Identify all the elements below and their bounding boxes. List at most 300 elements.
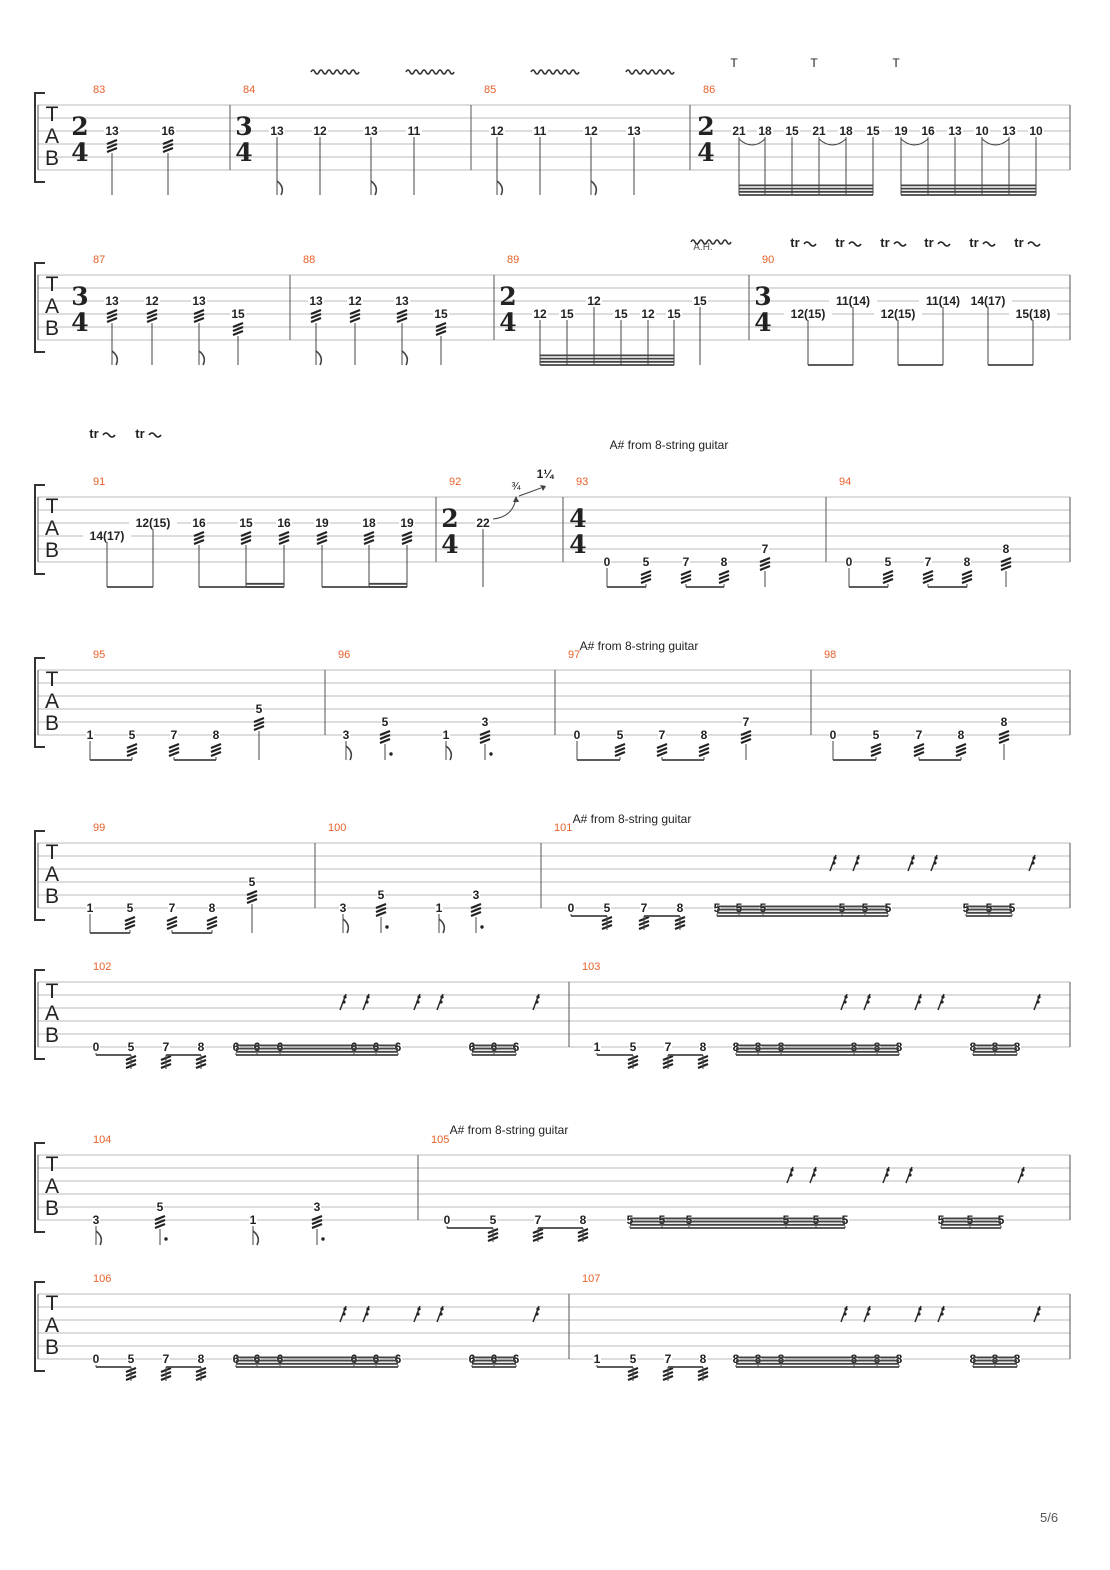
tremolo-slash xyxy=(1001,562,1011,566)
tremolo-slash xyxy=(741,739,751,743)
note-flag xyxy=(591,181,596,195)
tremolo-slash xyxy=(167,925,177,929)
tremolo-slash xyxy=(125,925,135,929)
slash-rest-dot xyxy=(866,1000,869,1003)
slash-rest-dot xyxy=(366,995,369,998)
fret-number: 8 xyxy=(777,1352,785,1366)
tremolo-slash xyxy=(719,579,729,583)
fret-number: 12 xyxy=(587,294,601,308)
fret-number: 5 xyxy=(997,1213,1005,1227)
fret-number: 5 xyxy=(985,901,993,915)
slash-rest-dot xyxy=(856,856,859,859)
tremolo-slash xyxy=(155,1216,165,1220)
fret-number: 6 xyxy=(232,1040,240,1054)
octave-annotation: A# from 8-string guitar xyxy=(572,812,692,826)
fret-number: 5 xyxy=(812,1213,820,1227)
tremolo-slash xyxy=(169,748,179,752)
slash-rest-dot xyxy=(440,995,443,998)
tremolo-slash xyxy=(883,571,893,575)
slash-rest-dot xyxy=(1036,1000,1039,1003)
slash-rest-dot xyxy=(416,1312,419,1315)
tremolo-slash xyxy=(233,327,243,331)
fret-number: 15 xyxy=(434,307,448,321)
tremolo-slash xyxy=(194,536,204,540)
tremolo-slash xyxy=(211,752,221,756)
fret-number: 18 xyxy=(839,124,853,138)
slash-rest-dot xyxy=(813,1168,816,1171)
page-number: 5/6 xyxy=(1040,1510,1059,1525)
tremolo-slash xyxy=(155,1220,165,1224)
tab-clef-letter: A xyxy=(44,125,60,148)
tremolo-slash xyxy=(402,532,412,536)
system-brace xyxy=(35,93,45,182)
measure-number: 87 xyxy=(93,254,106,266)
fret-number: 5 xyxy=(603,901,611,915)
time-signature-bottom: 4 xyxy=(754,308,772,337)
trill-wave-icon xyxy=(849,242,861,246)
fret-number: 8 xyxy=(699,1352,707,1366)
fret-number: 7 xyxy=(761,542,769,556)
time-signature-bottom: 4 xyxy=(441,530,459,559)
fret-number: 8 xyxy=(873,1352,881,1366)
trill-label: tr xyxy=(1014,235,1024,250)
fret-number: 1 xyxy=(593,1352,601,1366)
tremolo-slash xyxy=(147,314,157,318)
fret-number: 6 xyxy=(276,1040,284,1054)
note-flag xyxy=(402,351,407,365)
time-signature-top: 3 xyxy=(754,282,772,311)
fret-number: 0 xyxy=(603,555,611,569)
fret-number: 13 xyxy=(270,124,284,138)
fret-number: 15 xyxy=(667,307,681,321)
fret-number: 5 xyxy=(937,1213,945,1227)
measure-number: 101 xyxy=(554,822,573,834)
slash-rest-dot xyxy=(855,861,858,864)
measure-number: 96 xyxy=(338,649,351,661)
fret-number: 7 xyxy=(742,715,750,729)
tremolo-slash xyxy=(471,904,481,908)
tremolo-slash xyxy=(207,917,217,921)
tremolo-slash xyxy=(317,536,327,540)
fret-number: 11 xyxy=(533,124,547,138)
tremolo-slash xyxy=(999,735,1009,739)
trill-wave-icon xyxy=(103,433,115,437)
tremolo-slash xyxy=(207,925,217,929)
fret-number: 0 xyxy=(92,1352,100,1366)
tremolo-slash xyxy=(681,571,691,575)
tremolo-slash xyxy=(681,579,691,583)
tremolo-slash xyxy=(956,744,966,748)
note-flag xyxy=(371,181,376,195)
slash-rest-dot xyxy=(934,856,937,859)
tremolo-slash xyxy=(914,752,924,756)
fret-number: 16 xyxy=(921,124,935,138)
fret-number: 15 xyxy=(231,307,245,321)
fret-number: 10 xyxy=(975,124,989,138)
fret-number: 12 xyxy=(145,294,159,308)
tremolo-slash xyxy=(311,318,321,322)
fret-number: 15 xyxy=(693,294,707,308)
fret-number: 13 xyxy=(948,124,962,138)
tremolo-slash xyxy=(883,579,893,583)
fret-number: 16 xyxy=(161,124,175,138)
fret-number: 18 xyxy=(758,124,772,138)
trill-wave-icon xyxy=(894,242,906,246)
fret-number: 6 xyxy=(512,1040,520,1054)
note-flag xyxy=(277,181,282,195)
tab-clef-letter: A xyxy=(44,1002,60,1025)
fret-number: 5 xyxy=(861,901,869,915)
tab-clef-letter: A xyxy=(44,1314,60,1337)
slash-rest-dot xyxy=(1031,861,1034,864)
tab-clef-letter: B xyxy=(44,539,60,562)
fret-number: 6 xyxy=(394,1040,402,1054)
tremolo-slash xyxy=(155,1224,165,1228)
tremolo-slash xyxy=(719,571,729,575)
tremolo-slash xyxy=(699,748,709,752)
tremolo-slash xyxy=(311,310,321,314)
fret-number: 0 xyxy=(92,1040,100,1054)
fret-number: 6 xyxy=(350,1040,358,1054)
fret-number: 6 xyxy=(253,1352,261,1366)
trill-label: tr xyxy=(835,235,845,250)
tremolo-slash xyxy=(233,323,243,327)
slash-rest-dot xyxy=(535,1312,538,1315)
tab-clef-letter: T xyxy=(45,273,59,296)
fret-number: 5 xyxy=(966,1213,974,1227)
fret-number: 12 xyxy=(313,124,327,138)
fret-number: 5 xyxy=(962,901,970,915)
fret-number: 8 xyxy=(754,1040,762,1054)
tremolo-slash xyxy=(247,899,257,903)
slash-rest-dot xyxy=(886,1168,889,1171)
fret-number: 8 xyxy=(1002,542,1010,556)
tremolo-slash xyxy=(211,748,221,752)
slash-rest-dot xyxy=(843,1000,846,1003)
tremolo-slash xyxy=(914,748,924,752)
slash-rest-dot xyxy=(417,1307,420,1310)
tremolo-slash xyxy=(999,731,1009,735)
tremolo-slash xyxy=(247,895,257,899)
fret-number: 7 xyxy=(162,1352,170,1366)
fret-number: 14(17) xyxy=(970,294,1006,308)
fret-number: 5 xyxy=(713,901,721,915)
fret-number: 0 xyxy=(829,728,837,742)
fret-number: 6 xyxy=(490,1352,498,1366)
tab-clef-letter: A xyxy=(44,690,60,713)
tab-clef-letter: T xyxy=(45,1292,59,1315)
tremolo-slash xyxy=(376,904,386,908)
tremolo-slash xyxy=(311,314,321,318)
tremolo-slash xyxy=(681,575,691,579)
tab-clef-letter: A xyxy=(44,1175,60,1198)
tremolo-slash xyxy=(883,575,893,579)
vibrato-icon xyxy=(311,70,359,74)
time-signature-bottom: 4 xyxy=(71,138,89,167)
dot xyxy=(321,1237,324,1240)
fret-number: 7 xyxy=(640,901,648,915)
tremolo-slash xyxy=(956,752,966,756)
tab-clef-letter: A xyxy=(44,863,60,886)
note-flag xyxy=(497,181,502,195)
tremolo-slash xyxy=(871,748,881,752)
measure-number: 95 xyxy=(93,649,106,661)
fret-number: 8 xyxy=(873,1040,881,1054)
measure-number: 104 xyxy=(93,1134,112,1146)
measure-number: 105 xyxy=(431,1134,450,1146)
slash-rest-dot xyxy=(867,995,870,998)
tab-clef-letter: B xyxy=(44,1336,60,1359)
fret-number: 8 xyxy=(197,1352,205,1366)
slash-rest-dot xyxy=(885,1173,888,1176)
fret-number: 6 xyxy=(350,1352,358,1366)
tremolo-slash xyxy=(167,921,177,925)
dot xyxy=(389,752,392,755)
fret-number: 5 xyxy=(658,1213,666,1227)
fret-number: 7 xyxy=(924,555,932,569)
fret-number: 15 xyxy=(560,307,574,321)
fret-number: 1 xyxy=(435,901,443,915)
fret-number: 11(14) xyxy=(835,294,871,308)
system-brace xyxy=(35,263,45,352)
tremolo-slash xyxy=(760,562,770,566)
tab-clef-letter: B xyxy=(44,317,60,340)
tremolo-slash xyxy=(657,752,667,756)
fret-number: 15(18) xyxy=(1015,307,1051,321)
note-flag xyxy=(199,351,204,365)
fret-number: 7 xyxy=(168,901,176,915)
tab-clef-letter: B xyxy=(44,147,60,170)
fret-number: 8 xyxy=(991,1040,999,1054)
slash-rest-dot xyxy=(790,1168,793,1171)
fret-number: 10 xyxy=(1029,124,1043,138)
fret-number: 8 xyxy=(676,901,684,915)
tremolo-slash xyxy=(402,540,412,544)
slash-rest-dot xyxy=(416,1000,419,1003)
tap-marker: T xyxy=(810,56,818,70)
fret-number: 12 xyxy=(641,307,655,321)
tremolo-slash xyxy=(741,731,751,735)
fret-number: 3 xyxy=(342,728,350,742)
tremolo-slash xyxy=(241,532,251,536)
tremolo-slash xyxy=(194,310,204,314)
bend-amount: ¾ xyxy=(511,481,521,493)
slash-rest-dot xyxy=(917,1312,920,1315)
fret-number: 15 xyxy=(239,516,253,530)
tremolo-slash xyxy=(350,310,360,314)
fret-number: 5 xyxy=(377,888,385,902)
tremolo-slash xyxy=(480,739,490,743)
fret-number: 11 xyxy=(407,124,421,138)
fret-number: 5 xyxy=(156,1200,164,1214)
tremolo-slash xyxy=(163,140,173,144)
slash-rest-dot xyxy=(911,856,914,859)
slash-rest-dot xyxy=(940,1000,943,1003)
fret-number: 8 xyxy=(197,1040,205,1054)
slash-rest-dot xyxy=(365,1000,368,1003)
tab-clef-letter: B xyxy=(44,1197,60,1220)
tremolo-slash xyxy=(247,891,257,895)
fret-number: 5 xyxy=(884,555,892,569)
slash-rest-dot xyxy=(342,1000,345,1003)
slash-rest-dot xyxy=(843,1312,846,1315)
trill-wave-icon xyxy=(149,433,161,437)
fret-number: 7 xyxy=(170,728,178,742)
measure-number: 91 xyxy=(93,476,106,488)
fret-number: 8 xyxy=(732,1040,740,1054)
trill-label: tr xyxy=(135,426,145,441)
fret-number: 12(15) xyxy=(880,307,916,321)
slash-rest-dot xyxy=(844,1307,847,1310)
fret-number: 5 xyxy=(248,875,256,889)
fret-number: 15 xyxy=(866,124,880,138)
fret-number: 21 xyxy=(812,124,826,138)
time-signature-bottom: 4 xyxy=(569,530,587,559)
fret-number: 21 xyxy=(732,124,746,138)
fret-number: 7 xyxy=(162,1040,170,1054)
tremolo-slash xyxy=(397,314,407,318)
fret-number: 7 xyxy=(682,555,690,569)
slash-rest-dot xyxy=(1037,1307,1040,1310)
tremolo-slash xyxy=(615,752,625,756)
fret-number: 19 xyxy=(400,516,414,530)
vibrato-icon xyxy=(626,70,674,74)
fret-number: 7 xyxy=(658,728,666,742)
tremolo-slash xyxy=(1001,566,1011,570)
fret-number: 6 xyxy=(372,1040,380,1054)
fret-number: 5 xyxy=(626,1213,634,1227)
fret-number: 8 xyxy=(969,1352,977,1366)
tremolo-slash xyxy=(615,744,625,748)
fret-number: 1 xyxy=(86,728,94,742)
tremolo-slash xyxy=(107,144,117,148)
fret-number: 5 xyxy=(126,901,134,915)
artificial-harmonic-label: A.H. xyxy=(693,242,713,253)
fret-number: 12 xyxy=(348,294,362,308)
measure-number: 83 xyxy=(93,84,106,96)
fret-number: 13 xyxy=(105,124,119,138)
fret-number: 12 xyxy=(584,124,598,138)
measure-number: 90 xyxy=(762,254,775,266)
tremolo-slash xyxy=(914,744,924,748)
slash-rest-dot xyxy=(941,995,944,998)
measure-number: 97 xyxy=(568,649,581,661)
time-signature-top: 2 xyxy=(499,282,517,311)
tremolo-slash xyxy=(312,1224,322,1228)
tremolo-slash xyxy=(125,917,135,921)
octave-annotation: A# from 8-string guitar xyxy=(449,1123,569,1137)
fret-number: 5 xyxy=(759,901,767,915)
system-brace xyxy=(35,1143,45,1232)
fret-number: 8 xyxy=(212,728,220,742)
measure-number: 92 xyxy=(449,476,462,488)
dot xyxy=(480,925,483,928)
measure-number: 98 xyxy=(824,649,837,661)
tab-clef-letter: B xyxy=(44,712,60,735)
tremolo-slash xyxy=(760,566,770,570)
tremolo-slash xyxy=(1001,558,1011,562)
fret-number: 6 xyxy=(232,1352,240,1366)
tremolo-slash xyxy=(241,540,251,544)
fret-number: 8 xyxy=(895,1040,903,1054)
fret-number: 8 xyxy=(700,728,708,742)
tremolo-slash xyxy=(163,144,173,148)
tremolo-slash xyxy=(279,540,289,544)
dot xyxy=(489,752,492,755)
vibrato-icon xyxy=(406,70,454,74)
slash-rest-dot xyxy=(1037,995,1040,998)
measure-number: 102 xyxy=(93,961,112,973)
tremolo-slash xyxy=(962,575,972,579)
tremolo-slash xyxy=(436,327,446,331)
fret-number: 12(15) xyxy=(790,307,826,321)
slash-rest-dot xyxy=(941,1307,944,1310)
trill-wave-icon xyxy=(938,242,950,246)
tap-marker: T xyxy=(892,56,900,70)
tremolo-slash xyxy=(962,579,972,583)
measure-number: 100 xyxy=(328,822,347,834)
slash-rest-dot xyxy=(535,1000,538,1003)
fret-number: 15 xyxy=(614,307,628,321)
trill-wave-icon xyxy=(983,242,995,246)
tremolo-slash xyxy=(380,739,390,743)
fret-number: 8 xyxy=(579,1213,587,1227)
tremolo-slash xyxy=(657,744,667,748)
slash-rest-dot xyxy=(1021,1168,1024,1171)
tremolo-slash xyxy=(279,536,289,540)
fret-number: 5 xyxy=(642,555,650,569)
tremolo-slash xyxy=(657,748,667,752)
system-brace xyxy=(35,970,45,1059)
tap-marker: T xyxy=(730,56,738,70)
tremolo-slash xyxy=(254,726,264,730)
fret-number: 8 xyxy=(850,1040,858,1054)
tremolo-slash xyxy=(312,1220,322,1224)
fret-number: 11(14) xyxy=(925,294,961,308)
fret-number: 3 xyxy=(339,901,347,915)
fret-number: 13 xyxy=(1002,124,1016,138)
time-signature-top: 2 xyxy=(697,112,715,141)
tremolo-slash xyxy=(312,1216,322,1220)
fret-number: 5 xyxy=(128,728,136,742)
tremolo-slash xyxy=(169,744,179,748)
tremolo-slash xyxy=(436,331,446,335)
trill-label: tr xyxy=(790,235,800,250)
fret-number: 8 xyxy=(850,1352,858,1366)
tremolo-slash xyxy=(923,579,933,583)
fret-number: 8 xyxy=(754,1352,762,1366)
fret-number: 6 xyxy=(512,1352,520,1366)
tremolo-slash xyxy=(641,579,651,583)
slash-rest-dot xyxy=(439,1312,442,1315)
fret-number: 5 xyxy=(782,1213,790,1227)
tremolo-slash xyxy=(317,532,327,536)
octave-annotation: A# from 8-string guitar xyxy=(579,639,699,653)
note-flag xyxy=(439,919,444,933)
fret-number: 1 xyxy=(86,901,94,915)
tremolo-slash xyxy=(380,731,390,735)
fret-number: 0 xyxy=(845,555,853,569)
fret-number: 8 xyxy=(1000,715,1008,729)
tremolo-slash xyxy=(376,908,386,912)
note-flag xyxy=(96,1231,101,1245)
tremolo-slash xyxy=(254,722,264,726)
fret-number: 5 xyxy=(616,728,624,742)
note-flag xyxy=(346,746,351,760)
slash-rest-dot xyxy=(1036,1312,1039,1315)
slash-rest-dot xyxy=(908,1173,911,1176)
fret-number: 1 xyxy=(593,1040,601,1054)
